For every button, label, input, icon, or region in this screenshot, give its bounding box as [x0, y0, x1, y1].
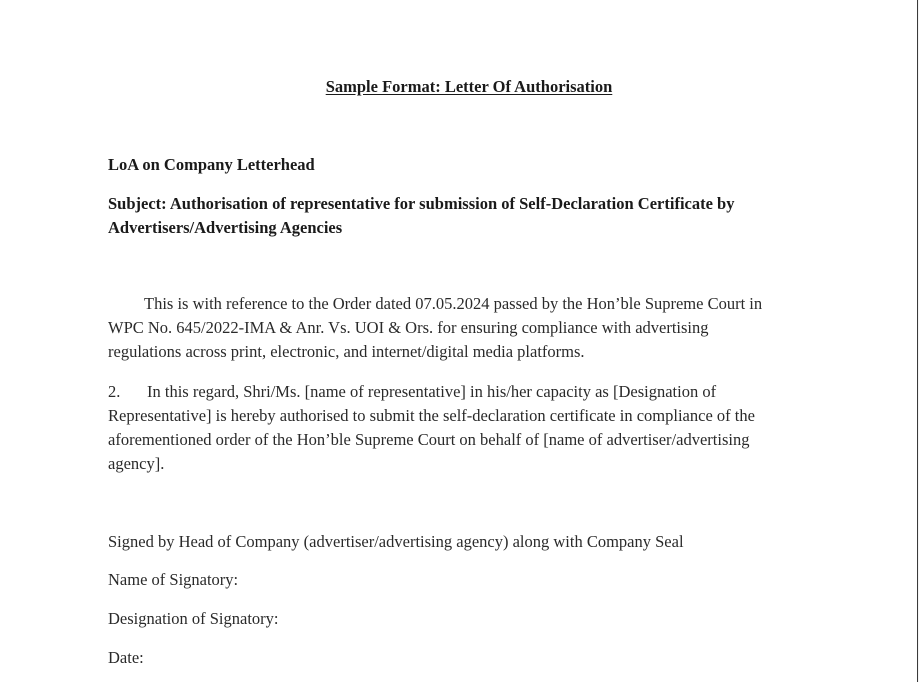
signed-by-line: Signed by Head of Company (advertiser/advertising agency) along with Company Seal — [108, 532, 684, 551]
subject-line-1: Subject: Authorisation of representative for submission of Self-Declaration Certificate by — [108, 194, 735, 213]
paragraph-1-line-3: regulations across print, electronic, and internet/digital media platforms. — [108, 342, 585, 361]
paragraph-2-line-2: Representative] is hereby authorised to submit the self-declaration certificate in compliance of the — [108, 406, 755, 425]
paragraph-2-line-4: agency]. — [108, 454, 165, 473]
document-title: Sample Format: Letter Of Authorisation — [325, 77, 613, 96]
date-label: Date: — [108, 648, 144, 667]
paragraph-2-line-1 — [108, 380, 716, 404]
paragraph-2-text-1: In this regard, Shri/Ms. [name of representative] in his/her capacity as [Designation of — [147, 382, 717, 401]
name-of-signatory-label: Name of Signatory: — [108, 570, 239, 589]
paragraph-1-text-1: This is with reference to the Order dated 07.05.2024 passed by the Hon’ble Supreme Court in — [144, 294, 763, 313]
designation-of-signatory-label: Designation of Signatory: — [108, 609, 279, 628]
paragraph-1-line-2: WPC No. 645/2022-IMA & Anr. Vs. UOI & Ors. for ensuring compliance with advertising — [108, 318, 709, 337]
paragraph-1-line-1 — [108, 292, 762, 316]
letterhead-note: LoA on Company Letterhead — [108, 155, 315, 174]
subject-line-2: Advertisers/Advertising Agencies — [108, 218, 343, 237]
paragraph-number: 2. — [108, 382, 121, 401]
paragraph-2-line-3: aforementioned order of the Hon’ble Supreme Court on behalf of [name of advertiser/advertising — [108, 430, 750, 449]
